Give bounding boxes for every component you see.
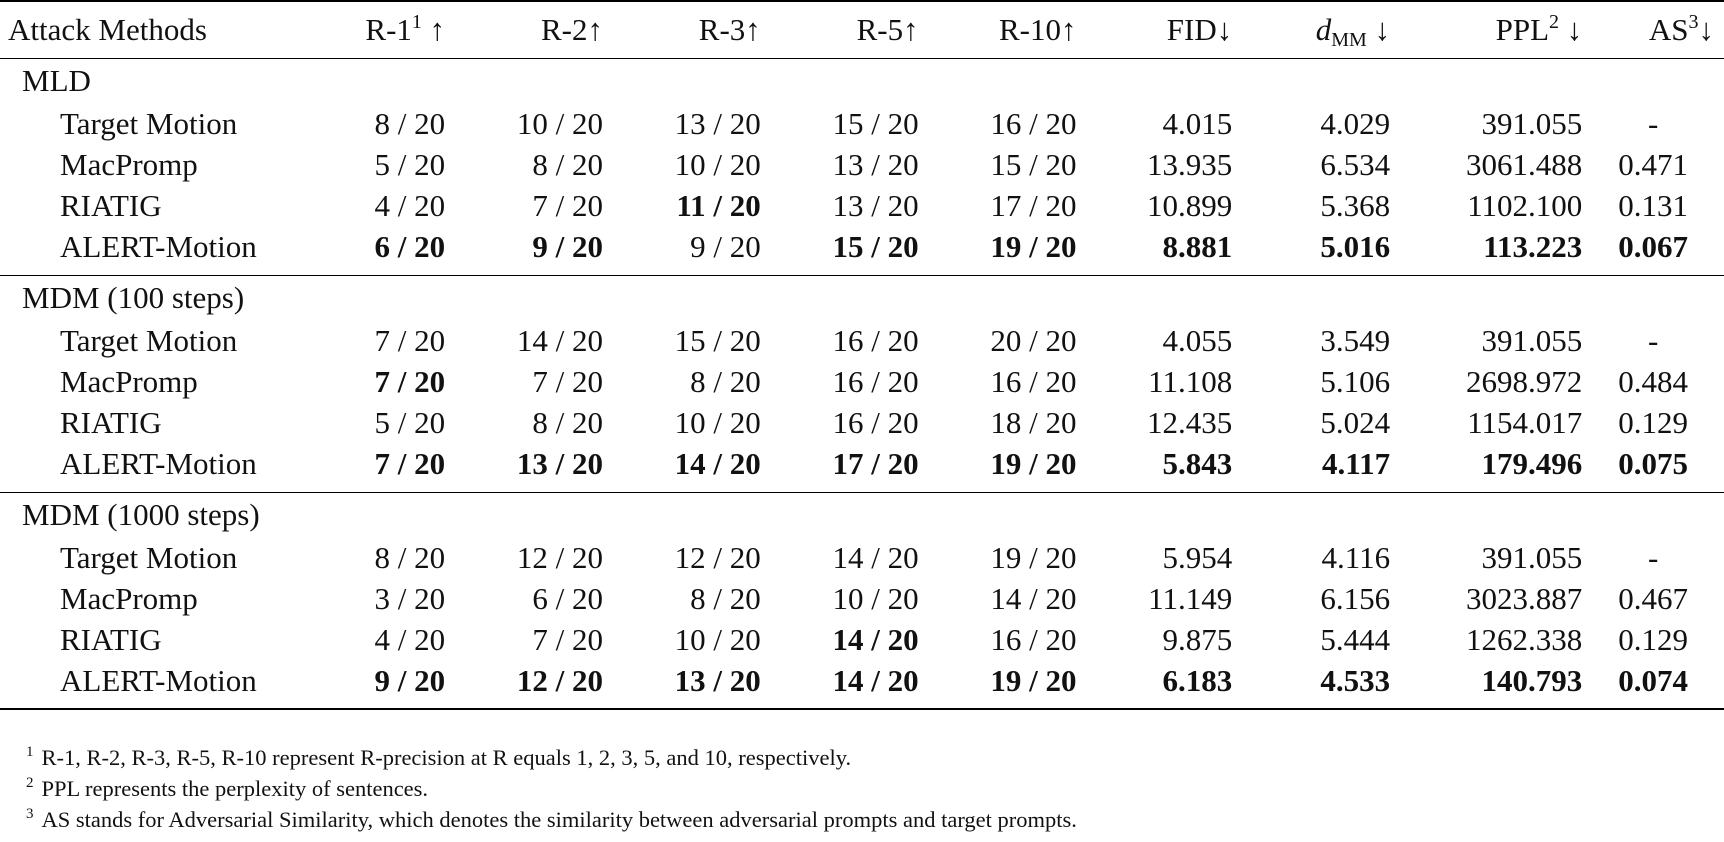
- header-as-footnote-mark: 3: [1688, 10, 1699, 33]
- footnote-1-mark: 1: [26, 744, 34, 760]
- header-r2: R-2↑: [540, 11, 603, 47]
- group-header-row: [0, 492, 1724, 537]
- method-name: RIATIG: [60, 404, 162, 440]
- header-r1-arrow: ↑: [421, 11, 446, 47]
- cell-r3: 12 / 20: [674, 539, 761, 575]
- cell-r5: 16 / 20: [832, 404, 919, 440]
- header-r5: R-5↑: [856, 11, 919, 47]
- header-fid: FID↓: [1166, 11, 1233, 47]
- cell-ppl: 140.793: [1481, 662, 1583, 698]
- spacer-cell: [0, 701, 1724, 709]
- cell-dmm: 6.156: [1320, 580, 1391, 616]
- cell-r3: 14 / 20: [674, 445, 761, 481]
- cell-r2: 12 / 20: [516, 539, 603, 575]
- header-dmm-symbol: d: [1315, 11, 1332, 47]
- cell-r1: 3 / 20: [374, 580, 446, 616]
- cell-r3: 15 / 20: [674, 322, 761, 358]
- cell-r2: 9 / 20: [532, 228, 603, 264]
- cell-dmm: 3.549: [1320, 322, 1391, 358]
- cell-ppl: 391.055: [1481, 105, 1583, 141]
- group-label: MDM (100 steps): [22, 279, 245, 315]
- cell-fid: 4.055: [1162, 322, 1233, 358]
- cell-r5: 14 / 20: [832, 662, 919, 698]
- cell-ppl: 2698.972: [1466, 363, 1583, 399]
- cell-fid: 12.435: [1147, 404, 1233, 440]
- method-name: MacPromp: [60, 146, 198, 182]
- header-as-arrow: ↓: [1698, 11, 1714, 47]
- group-spacer: [0, 267, 1724, 275]
- table-row: [0, 185, 1724, 226]
- header-as: [1582, 1, 1724, 58]
- header-dmm-arrow: ↓: [1366, 11, 1391, 47]
- cell-as: 0.484: [1618, 363, 1689, 399]
- table-row: [0, 578, 1724, 619]
- header-row: [0, 1, 1724, 58]
- cell-r10: 19 / 20: [990, 445, 1077, 481]
- footnote-3: [26, 804, 1077, 835]
- footnote-2: [26, 773, 1077, 804]
- method-name: Target Motion: [60, 105, 238, 141]
- footnote-2-text: PPL represents the perplexity of sentences.: [41, 776, 429, 801]
- cell-r3: 8 / 20: [690, 580, 761, 616]
- cell-dmm: 4.533: [1320, 662, 1391, 698]
- cell-r5: 16 / 20: [832, 363, 919, 399]
- cell-dmm: 5.016: [1320, 228, 1391, 264]
- cell-r2: 8 / 20: [532, 146, 603, 182]
- cell-r1: 5 / 20: [374, 404, 446, 440]
- footnotes: [26, 742, 1077, 835]
- method-name: Target Motion: [60, 322, 238, 358]
- cell-r10: 16 / 20: [990, 105, 1077, 141]
- cell-r10: 19 / 20: [990, 228, 1077, 264]
- cell-dmm: 5.024: [1320, 404, 1391, 440]
- table-row: [0, 402, 1724, 443]
- cell-r3: 10 / 20: [674, 621, 761, 657]
- cell-dmm: 5.444: [1320, 621, 1391, 657]
- table-row: [0, 361, 1724, 402]
- cell-r3: 9 / 20: [690, 228, 761, 264]
- cell-r5: 16 / 20: [832, 322, 919, 358]
- cell-r5: 10 / 20: [832, 580, 919, 616]
- footnote-1-text: R-1, R-2, R-3, R-5, R-10 represent R-precision at R equals 1, 2, 3, 5, and 10, respectively.: [41, 745, 852, 770]
- table-row: [0, 660, 1724, 701]
- cell-fid: 13.935: [1147, 146, 1233, 182]
- cell-fid: 9.875: [1162, 621, 1233, 657]
- header-r1-footnote-mark: 1: [411, 10, 422, 33]
- cell-r3: 13 / 20: [674, 105, 761, 141]
- header-attack-methods: Attack Methods: [8, 11, 207, 47]
- cell-r2: 12 / 20: [516, 662, 603, 698]
- cell-as: -: [1647, 105, 1659, 141]
- cell-fid: 11.149: [1148, 580, 1233, 616]
- cell-r5: 15 / 20: [832, 105, 919, 141]
- cell-as: 0.075: [1618, 445, 1689, 481]
- cell-ppl: 1102.100: [1467, 187, 1583, 223]
- cell-r1: 5 / 20: [374, 146, 446, 182]
- cell-fid: 6.183: [1162, 662, 1233, 698]
- cell-r2: 6 / 20: [532, 580, 603, 616]
- cell-r3: 11 / 20: [676, 187, 761, 223]
- cell-ppl: 1262.338: [1466, 621, 1583, 657]
- header-dmm: [1232, 1, 1390, 58]
- cell-r10: 17 / 20: [990, 187, 1077, 223]
- cell-r5: 14 / 20: [832, 539, 919, 575]
- cell-r2: 7 / 20: [532, 187, 603, 223]
- footnote-2-mark: 2: [26, 775, 34, 791]
- cell-as: 0.067: [1618, 228, 1689, 264]
- footnote-1: [26, 742, 1077, 773]
- cell-r3: 13 / 20: [674, 662, 761, 698]
- cell-r1: 7 / 20: [374, 363, 446, 399]
- header-r1: [334, 1, 445, 58]
- cell-r2: 7 / 20: [532, 621, 603, 657]
- cell-r1: 7 / 20: [374, 322, 446, 358]
- method-name: MacPromp: [60, 363, 198, 399]
- cell-fid: 10.899: [1147, 187, 1233, 223]
- group-header-row: [0, 58, 1724, 103]
- cell-as: 0.129: [1618, 404, 1689, 440]
- cell-fid: 5.843: [1162, 445, 1233, 481]
- cell-r1: 9 / 20: [374, 662, 446, 698]
- cell-ppl: 391.055: [1481, 322, 1583, 358]
- header-ppl-arrow: ↓: [1559, 11, 1583, 47]
- cell-ppl: 1154.017: [1467, 404, 1583, 440]
- table-row: [0, 144, 1724, 185]
- cell-r5: 14 / 20: [832, 621, 919, 657]
- cell-r3: 10 / 20: [674, 404, 761, 440]
- cell-fid: 4.015: [1162, 105, 1233, 141]
- cell-fid: 8.881: [1162, 228, 1233, 264]
- cell-ppl: 179.496: [1481, 445, 1583, 481]
- group-header-row: [0, 275, 1724, 320]
- cell-r10: 14 / 20: [990, 580, 1077, 616]
- cell-r10: 15 / 20: [990, 146, 1077, 182]
- header-dmm-subscript: MM: [1331, 28, 1367, 51]
- cell-as: 0.129: [1618, 621, 1689, 657]
- cell-r10: 20 / 20: [990, 322, 1077, 358]
- cell-r10: 16 / 20: [990, 621, 1077, 657]
- cell-ppl: 3061.488: [1466, 146, 1583, 182]
- cell-r2: 13 / 20: [516, 445, 603, 481]
- spacer-cell: [0, 484, 1724, 492]
- table-row: [0, 443, 1724, 484]
- cell-r1: 4 / 20: [374, 621, 446, 657]
- cell-r2: 8 / 20: [532, 404, 603, 440]
- cell-dmm: 5.368: [1320, 187, 1391, 223]
- method-name: ALERT-Motion: [60, 662, 257, 698]
- cell-ppl: 113.223: [1483, 228, 1583, 264]
- method-name: Target Motion: [60, 539, 238, 575]
- header-as-label: AS: [1648, 11, 1689, 47]
- cell-r3: 10 / 20: [674, 146, 761, 182]
- spacer-cell: [0, 267, 1724, 275]
- cell-r1: 7 / 20: [374, 445, 446, 481]
- table-row: [0, 103, 1724, 144]
- footnote-3-mark: 3: [26, 806, 34, 822]
- footnote-3-text: AS stands for Adversarial Similarity, which denotes the similarity between adversarial prompts and target prompts.: [41, 807, 1077, 832]
- cell-ppl: 391.055: [1481, 539, 1583, 575]
- cell-dmm: 6.534: [1320, 146, 1391, 182]
- cell-as: 0.131: [1618, 187, 1689, 223]
- method-name: MacPromp: [60, 580, 198, 616]
- cell-r1: 8 / 20: [374, 539, 446, 575]
- cell-as: -: [1647, 322, 1659, 358]
- cell-r5: 15 / 20: [832, 228, 919, 264]
- header-r3: R-3↑: [698, 11, 761, 47]
- method-name: ALERT-Motion: [60, 228, 257, 264]
- cell-r3: 8 / 20: [690, 363, 761, 399]
- cell-r2: 14 / 20: [516, 322, 603, 358]
- table-row: [0, 320, 1724, 361]
- cell-r1: 6 / 20: [374, 228, 446, 264]
- cell-as: 0.471: [1618, 146, 1689, 182]
- cell-r5: 13 / 20: [832, 146, 919, 182]
- cell-r10: 16 / 20: [990, 363, 1077, 399]
- table-row: [0, 619, 1724, 660]
- table-row: [0, 537, 1724, 578]
- cell-r1: 4 / 20: [374, 187, 446, 223]
- cell-r5: 17 / 20: [832, 445, 919, 481]
- cell-as: 0.467: [1618, 580, 1689, 616]
- cell-r2: 7 / 20: [532, 363, 603, 399]
- method-name: RIATIG: [60, 621, 162, 657]
- method-name: RIATIG: [60, 187, 162, 223]
- group-spacer: [0, 484, 1724, 492]
- table-body: [0, 58, 1724, 709]
- cell-fid: 5.954: [1162, 539, 1233, 575]
- cell-dmm: 5.106: [1320, 363, 1391, 399]
- group-label: MDM (1000 steps): [22, 496, 260, 532]
- cell-as: 0.074: [1618, 662, 1689, 698]
- cell-dmm: 4.029: [1320, 105, 1391, 141]
- header-r10: R-10↑: [998, 11, 1077, 47]
- method-name: ALERT-Motion: [60, 445, 257, 481]
- cell-r5: 13 / 20: [832, 187, 919, 223]
- cell-ppl: 3023.887: [1466, 580, 1583, 616]
- group-spacer: [0, 701, 1724, 709]
- cell-r10: 19 / 20: [990, 539, 1077, 575]
- header-ppl-label: PPL: [1495, 11, 1550, 47]
- header-r1-label: R-1: [365, 11, 412, 47]
- cell-dmm: 4.116: [1321, 539, 1391, 575]
- cell-fid: 11.108: [1148, 363, 1233, 399]
- group-label: MLD: [22, 62, 91, 98]
- header-ppl-footnote-mark: 2: [1549, 10, 1560, 33]
- cell-r10: 18 / 20: [990, 404, 1077, 440]
- cell-r10: 19 / 20: [990, 662, 1077, 698]
- cell-r1: 8 / 20: [374, 105, 446, 141]
- header-ppl: [1390, 1, 1582, 58]
- table-header: [0, 1, 1724, 58]
- cell-as: -: [1647, 539, 1659, 575]
- cell-dmm: 4.117: [1322, 445, 1391, 481]
- table-row: [0, 226, 1724, 267]
- cell-r2: 10 / 20: [516, 105, 603, 141]
